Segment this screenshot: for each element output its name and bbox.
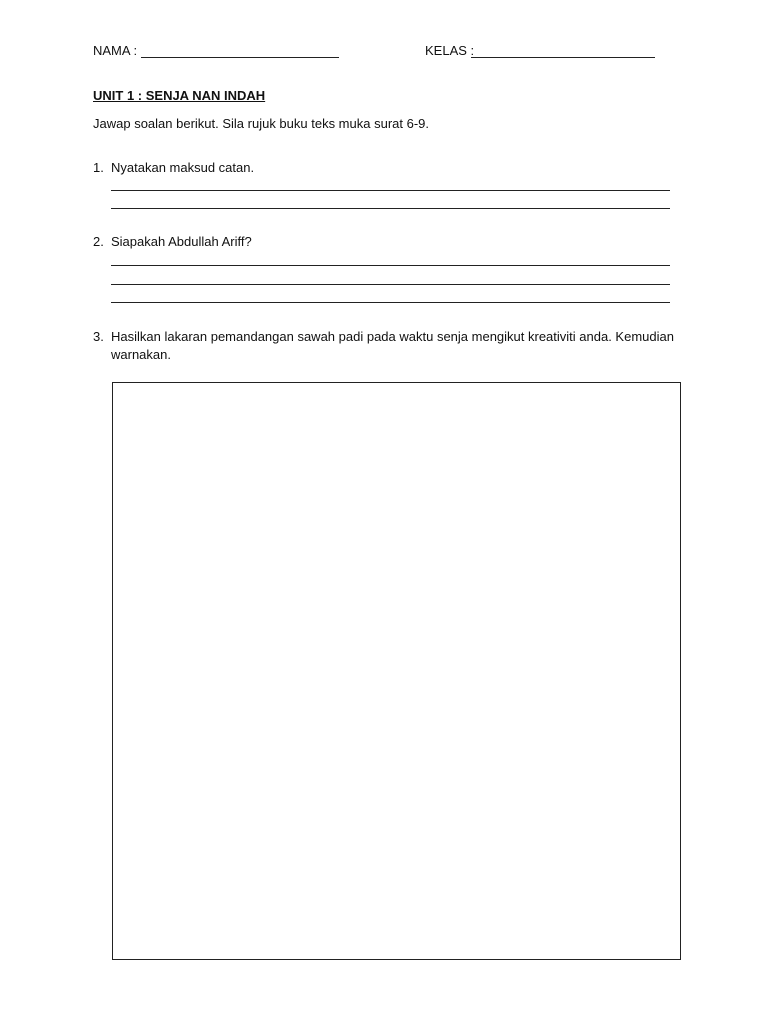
question-1-number: 1. — [93, 160, 104, 175]
class-label: KELAS : — [425, 43, 475, 58]
question-1-answer-line-2[interactable] — [111, 208, 670, 209]
question-3-text: Hasilkan lakaran pemandangan sawah padi pada waktu senja mengikut kreativiti anda. Kemudian warnakan. — [111, 329, 674, 362]
question-1-answer-line-1[interactable] — [111, 190, 670, 191]
name-label: NAMA : — [93, 43, 138, 58]
question-1-text: Nyatakan maksud catan. — [111, 160, 255, 175]
instruction-text: Jawap soalan berikut. Sila rujuk buku teks muka surat 6-9. — [93, 116, 430, 131]
question-2-answer-line-2[interactable] — [111, 284, 670, 285]
question-2-number: 2. — [93, 234, 104, 249]
drawing-box[interactable] — [112, 382, 681, 960]
unit-title: UNIT 1 : SENJA NAN INDAH — [93, 88, 266, 103]
class-answer-line[interactable] — [471, 57, 655, 58]
name-answer-line[interactable] — [141, 57, 339, 58]
question-3-number: 3. — [93, 329, 104, 344]
question-2-answer-line-3[interactable] — [111, 302, 670, 303]
question-2-answer-line-1[interactable] — [111, 265, 670, 266]
question-2-text: Siapakah Abdullah Ariff? — [111, 234, 252, 249]
